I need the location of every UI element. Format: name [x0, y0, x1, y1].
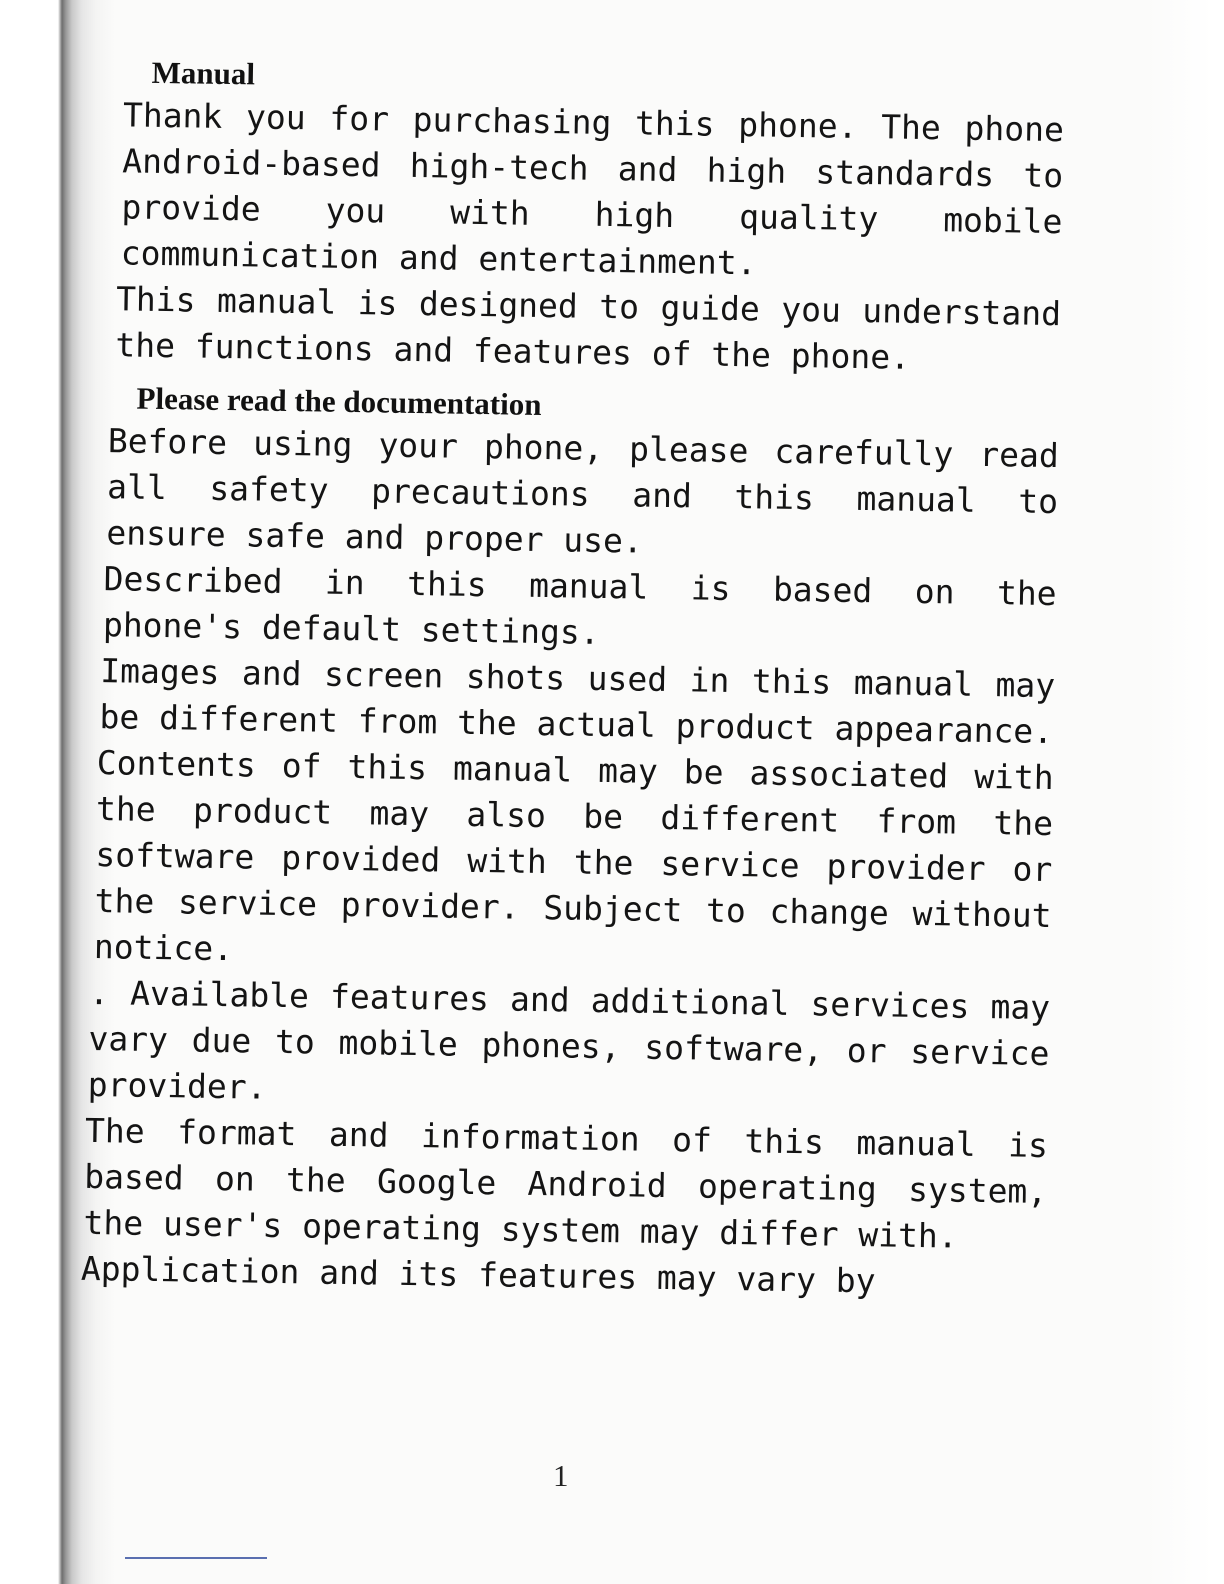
text-column	[81, 52, 1065, 1307]
paragraph-available-features: . Available features and additional services may vary due to mobile phones, software, or service provider.	[87, 972, 1051, 1107]
heading-read-documentation: Please read the documentation	[136, 380, 542, 422]
paragraph-before-using: Before using your phone, please carefully read all safety precautions and this manual to ensure safe and proper use.	[106, 421, 1060, 561]
paragraph-default-settings: Described in this manual is based on the phone's default settings.	[102, 559, 1057, 652]
paragraph-intro: Thank you for purchasing this phone. The phone Android-based high-tech and high standards to provide you with high quality mobile communication and entertainment.	[120, 95, 1065, 283]
paragraph-manual-purpose: This manual is designed to guide you understand the functions and features of the phone.	[115, 279, 1062, 377]
heading-manual: Manual	[151, 54, 256, 92]
page-right-margin	[1144, 0, 1224, 1584]
paragraph-images: Images and screen shots used in this manual may be different from the actual product appearance.	[99, 651, 1056, 752]
paragraph-application: Application and its features may vary by	[80, 1248, 876, 1301]
page-number: 1	[553, 1458, 569, 1493]
footnote-rule	[125, 1557, 267, 1559]
paragraph-contents: Contents of this manual may be associated with the product may also be different from the software provided with the service provider or the service provider. Subject to change without notice.	[93, 743, 1055, 969]
paragraph-format: The format and information of this manual is based on the Google Android operating system, the user's operating system may differ with.	[83, 1110, 1049, 1256]
